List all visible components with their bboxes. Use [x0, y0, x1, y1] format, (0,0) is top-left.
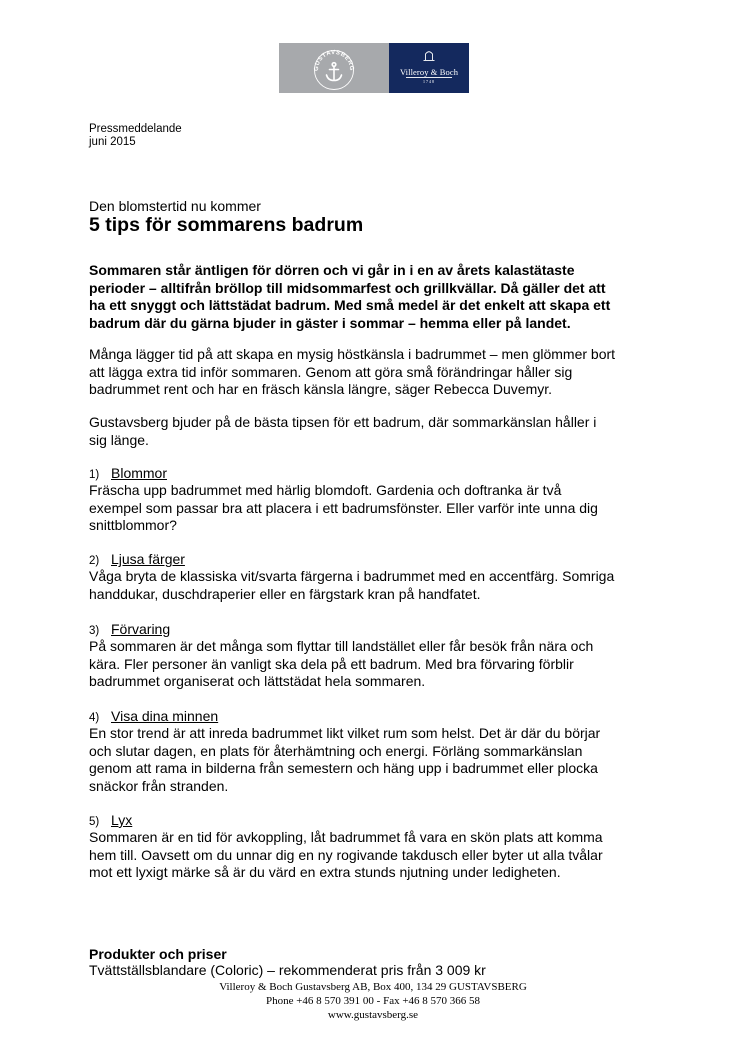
tip-body-2 [89, 568, 679, 603]
tip-line: Våga bryta de klassiska vit/svarta färgerna i badrummet med en accentfärg. Somriga [89, 568, 615, 584]
tip-line: badrummet organiserat och lättstädat hela sommaren. [89, 673, 426, 689]
tip-line: kära. Fler personer än vanligt ska dela på ett badrum. Med bra förvaring förblir [89, 655, 574, 672]
tip-body-3 [89, 638, 679, 691]
tip-label: Blommor [111, 465, 168, 481]
villeroy-boch-logo [389, 43, 469, 93]
villeroy-year: 1748 [423, 79, 435, 84]
offer-paragraph [89, 414, 679, 449]
lead-line: Sommaren står äntligen för dörren och vi går in i en av årets kalastätaste [89, 262, 575, 278]
offer-line: sig länge. [89, 431, 149, 448]
document-date: juni 2015 [89, 136, 136, 148]
tip-label: Lyx [111, 812, 133, 828]
brand-logos [279, 43, 469, 93]
tip-line: mot ett lyxigt märke så är du värd en extra stunds njutning under ledigheten. [89, 864, 561, 880]
offer-line: Gustavsberg bjuder på de bästa tipsen för ett badrum, där sommarkänslan håller i [89, 414, 597, 430]
tip-line: exempel som passar bra att placera i ett badrumsfönster. Eller varför inte unna dig [89, 499, 598, 516]
villeroy-boch-wordmark: Villeroy & Boch [399, 67, 459, 77]
quote-line: Många lägger tid på att skapa en mysig höstkänsla i badrummet – men glömmer bort [89, 346, 616, 362]
tip-label: Förvaring [111, 621, 171, 637]
footer-website: www.gustavsberg.se [327, 1009, 419, 1021]
quote-line: att lägga extra tid inför sommaren. Genom att göra små förändringar håller sig [89, 363, 573, 380]
gustavsberg-anchor-seal [279, 43, 389, 93]
tip-line: hem till. Oavsett om du unnar dig en ny rogivande takdusch eller byter ut alla tvålar [89, 846, 603, 863]
lead-line: badrum där du gärna bjuder in gäster i sommar – hemma eller på landet. [89, 314, 571, 331]
tip-number: 1) [89, 469, 100, 481]
tip-number: 2) [89, 555, 100, 567]
lead-line: ha ett snyggt och lättstädat badrum. Med små medel är det enkelt att skapa ett [89, 297, 611, 313]
lead-paragraph [89, 262, 679, 332]
tip-line: snittblommor? [89, 517, 177, 533]
kicker: Den blomstertid nu kommer [89, 198, 261, 214]
tip-line: handdukar, duschdraperier eller en färgstark kran på handfatet. [89, 585, 481, 602]
tip-number: 5) [89, 816, 100, 828]
footer-phone: Phone +46 8 570 391 00 - Fax +46 8 570 366 58 [265, 995, 481, 1007]
footer-address: Villeroy & Boch Gustavsberg AB, Box 400, 134 29 GUSTAVSBERG [219, 981, 527, 993]
tip-line: På sommaren är det många som flyttar till landstället eller får besök från nära och [89, 638, 594, 654]
document-type: Pressmeddelande [89, 123, 182, 135]
villeroy-crest-icon [389, 43, 469, 65]
gustavsberg-seal-text: GUSTAVSBERG [313, 49, 355, 72]
tip-label: Ljusa färger [111, 551, 185, 567]
tip-line: Sommaren är en tid för avkoppling, låt badrummet få vara en skön plats att komma [89, 829, 603, 845]
quote-line: badrummet rent och har en fräsch känsla längre, säger Rebecca Duvemyr. [89, 381, 553, 397]
products-price-line: Tvättställsblandare (Coloric) – rekommenderat pris från 3 009 kr [89, 962, 486, 978]
villeroy-divider [406, 77, 452, 78]
tip-line: Fräscha upp badrummet med härlig blomdoft. Gardenia och doftranka är två [89, 482, 562, 498]
tip-body-5 [89, 829, 679, 882]
tip-number: 3) [89, 625, 100, 637]
tip-number: 4) [89, 712, 100, 724]
tip-line: En stor trend är att inreda badrummet likt vilket rum som helst. Det är där du börjar [89, 725, 601, 741]
lead-line: perioder – alltifrån bröllop till midsommarfest och grillkvällar. Då gäller det att [89, 279, 606, 296]
products-heading: Produkter och priser [89, 946, 227, 962]
tip-line: och slutar dagen, en plats för återhämtning och energi. Förläng sommarkänslan [89, 742, 583, 759]
tip-body-1 [89, 482, 679, 535]
gustavsberg-logo [279, 43, 389, 93]
page-title: 5 tips för sommarens badrum [89, 214, 364, 236]
tip-label: Visa dina minnen [111, 708, 219, 724]
tip-line: genom att rama in bilderna från semestern och häng upp i badrummet eller plocka [89, 760, 598, 776]
tip-line: snäckor från stranden. [89, 777, 229, 794]
tip-body-4 [89, 725, 679, 795]
quote-paragraph [89, 346, 679, 399]
